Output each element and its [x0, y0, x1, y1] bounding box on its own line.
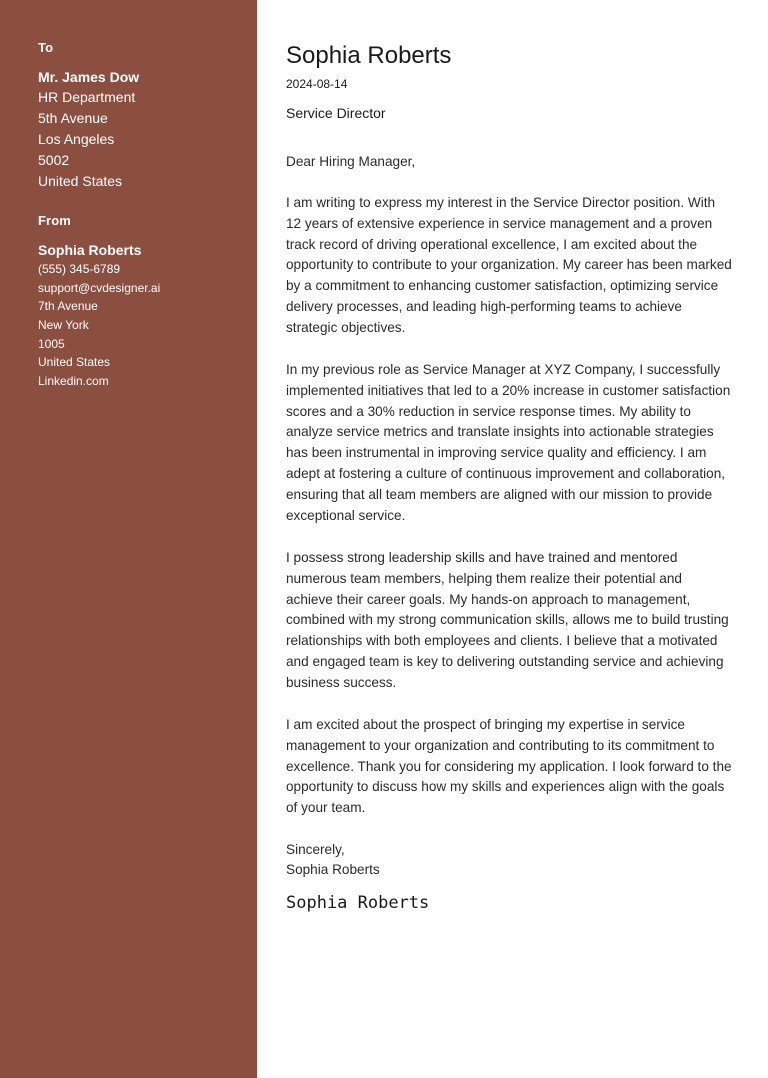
- sender-heading: From: [38, 213, 71, 228]
- job-title: Service Director: [286, 105, 386, 121]
- sender-city: New York: [38, 318, 89, 332]
- applicant-name-title: Sophia Roberts: [286, 42, 452, 69]
- paragraph-4: I am excited about the prospect of bringing my expertise in service management to your organization and contributing to its commitment to excellence. Thank you for considering my application. I look forward to the opportunity to discuss how my skills and experiences align with the goals of your team.: [286, 717, 732, 816]
- recipient-postal-code: 5002: [38, 152, 70, 168]
- recipient-heading: To: [38, 40, 54, 55]
- sender-email: support@cvdesigner.ai: [38, 281, 161, 295]
- paragraph-2: In my previous role as Service Manager at XYZ Company, I successfully implemented initiatives that led to a 20% increase in customer satisfaction scores and a 30% reduction in service response times. My ability to analyze service metrics and translate insights into actionable strategies has been instrumental in improving service quality and efficiency. I am adept at fostering a culture of continuous improvement and collaboration, ensuring that all team members are aligned with our mission to provide exceptional service.: [286, 362, 731, 523]
- sender-street: 7th Avenue: [38, 299, 98, 313]
- salutation: Dear Hiring Manager,: [286, 154, 416, 169]
- recipient-city: Los Angeles: [38, 131, 115, 147]
- closing: Sincerely,: [286, 842, 345, 857]
- sidebar: [0, 0, 257, 1078]
- closing-name: Sophia Roberts: [286, 862, 380, 877]
- sender-phone: (555) 345-6789: [38, 262, 121, 276]
- sender-postal-code: 1005: [38, 337, 65, 351]
- paragraph-3: I possess strong leadership skills and have trained and mentored numerous team members, helping them realize their potential and achieve their career goals. My hands-on approach to management, combined with my strong communication skills, allows me to build trusting relationships with both employees and clients. I believe that a motivated and engaged team is key to delivering outstanding service and achieving business success.: [286, 550, 729, 690]
- recipient-department: HR Department: [38, 89, 136, 105]
- signature: Sophia Roberts: [286, 893, 430, 913]
- letter-date: 2024-08-14: [286, 77, 348, 91]
- paragraph-1: I am writing to express my interest in the Service Director position. With 12 years of extensive experience in service management and a proven track record of driving operational excellence, I am excited about the opportunity to contribute to your organization. My career has been marked by a commitment to enhancing customer satisfaction, optimizing service delivery processes, and leading high-performing teams to achieve strategic objectives.: [286, 195, 732, 335]
- sender-name: Sophia Roberts: [38, 242, 142, 258]
- sender-country: United States: [38, 355, 111, 369]
- recipient-country: United States: [38, 173, 123, 189]
- recipient-street: 5th Avenue: [38, 110, 108, 126]
- recipient-name: Mr. James Dow: [38, 69, 140, 85]
- sender-linkedin: Linkedin.com: [38, 374, 109, 388]
